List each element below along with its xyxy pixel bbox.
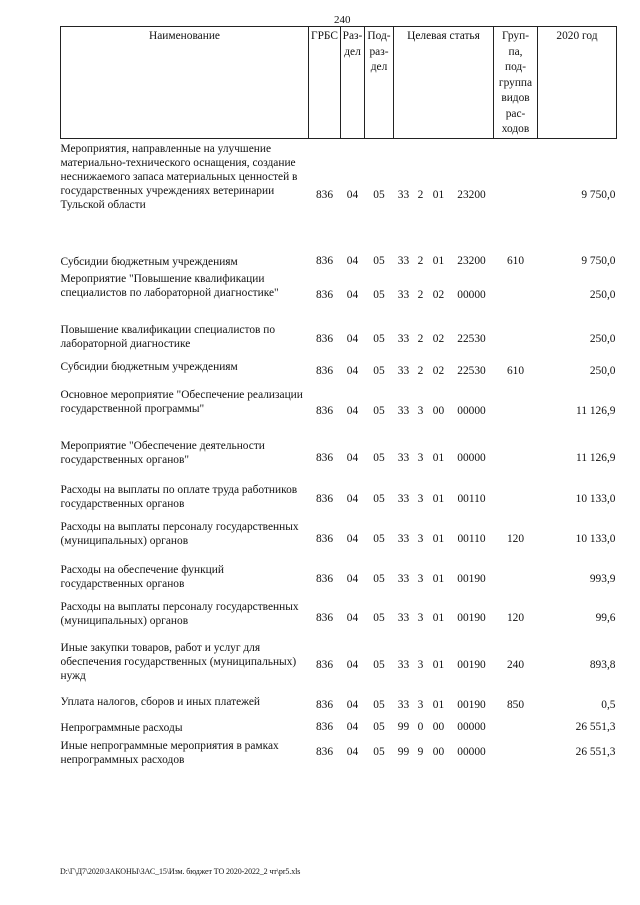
table-row xyxy=(61,638,617,692)
row-podrazdel: 05 xyxy=(373,532,385,545)
row-target-direction: 00190 xyxy=(457,659,486,671)
row-amount-2020: 11 126,9 xyxy=(576,452,616,464)
row-expense-type: 850 xyxy=(506,699,525,711)
row-podrazdel: 05 xyxy=(373,572,385,585)
row-target-subprogram: 3 xyxy=(417,492,424,505)
row-podrazdel: 05 xyxy=(373,332,385,345)
row-amount-2020: 26 551,3 xyxy=(575,746,616,758)
row-target-direction: 00190 xyxy=(457,611,486,624)
row-razdel: 04 xyxy=(346,404,359,417)
row-expense-type xyxy=(494,385,538,436)
row-target-event: 01 xyxy=(432,532,445,545)
row-expense-type xyxy=(494,320,538,357)
row-grbs: 836 xyxy=(315,492,334,505)
header-expense-group xyxy=(494,27,538,139)
row-name: Расходы на выплаты персоналу государственных (муниципальных) органов xyxy=(60,521,299,547)
row-target-subprogram: 2 xyxy=(417,189,424,202)
row-grbs: 836 xyxy=(315,404,334,417)
row-target-program: 33 xyxy=(397,254,410,267)
row-target-direction: 00000 xyxy=(457,721,486,733)
table-row xyxy=(61,269,617,320)
row-podrazdel: 05 xyxy=(373,721,385,733)
row-name: Иные закупки товаров, работ и услуг для обеспечения государственных (муниципальных) нужд xyxy=(60,642,297,682)
row-name: Мероприятие "Повышение квалификации специалистов по лабораторной диагностике" xyxy=(60,273,279,299)
row-expense-type: 120 xyxy=(506,532,525,545)
row-grbs: 836 xyxy=(315,288,334,301)
table-row xyxy=(61,320,617,357)
table-row xyxy=(61,252,617,269)
row-amount-2020: 11 126,9 xyxy=(576,404,616,417)
row-grbs: 836 xyxy=(315,365,334,377)
row-target-program: 33 xyxy=(397,699,410,711)
row-target-program: 33 xyxy=(397,452,410,464)
row-target-subprogram: 0 xyxy=(417,721,424,733)
row-podrazdel: 05 xyxy=(373,452,385,464)
row-grbs: 836 xyxy=(315,572,334,585)
row-target-program: 33 xyxy=(397,288,410,301)
row-expense-type: 120 xyxy=(506,611,525,624)
row-razdel: 04 xyxy=(346,746,359,758)
row-target-subprogram: 3 xyxy=(417,572,424,585)
row-target-subprogram: 9 xyxy=(417,746,424,758)
row-podrazdel: 05 xyxy=(373,365,385,377)
row-expense-type: 240 xyxy=(506,659,525,671)
row-target-event: 01 xyxy=(432,699,445,711)
row-target-direction: 00000 xyxy=(457,746,486,758)
header-group-line: па, xyxy=(508,45,523,58)
row-podrazdel: 05 xyxy=(373,254,385,267)
row-expense-type xyxy=(494,436,538,480)
row-razdel: 04 xyxy=(346,699,359,711)
table-row xyxy=(61,138,617,252)
row-target-direction: 22530 xyxy=(457,365,486,377)
header-podrazdel-line: Под- xyxy=(367,30,391,42)
table-row xyxy=(61,357,617,385)
table-row xyxy=(61,436,617,480)
row-target-subprogram: 2 xyxy=(417,365,424,377)
row-name: Иные непрограммные мероприятия в рамках непрограммных расходов xyxy=(60,740,279,766)
table-body xyxy=(61,138,617,768)
row-amount-2020: 9 750,0 xyxy=(581,254,616,267)
table-row xyxy=(61,480,617,517)
row-amount-2020: 9 750,0 xyxy=(581,189,616,202)
row-razdel: 04 xyxy=(346,365,359,377)
header-group-line: видов xyxy=(501,92,530,104)
table-row xyxy=(61,385,617,436)
row-grbs: 836 xyxy=(315,699,334,711)
row-target-program: 99 xyxy=(397,746,410,758)
row-target-program: 33 xyxy=(397,404,410,417)
row-podrazdel: 05 xyxy=(373,699,385,711)
row-podrazdel: 05 xyxy=(373,611,385,624)
row-razdel: 04 xyxy=(346,572,359,585)
row-expense-type: 610 xyxy=(506,365,525,377)
row-amount-2020: 26 551,3 xyxy=(575,721,616,733)
row-amount-2020: 893,8 xyxy=(589,659,616,671)
row-target-event: 00 xyxy=(432,721,445,733)
row-podrazdel: 05 xyxy=(373,189,385,202)
row-podrazdel: 05 xyxy=(373,288,385,301)
row-razdel: 04 xyxy=(346,254,359,267)
row-amount-2020: 10 133,0 xyxy=(575,492,616,505)
header-podrazdel xyxy=(365,27,394,139)
table-row xyxy=(61,560,617,597)
row-target-event: 01 xyxy=(432,452,445,464)
header-group-line: под- xyxy=(504,61,527,73)
header-grbs: ГРБС xyxy=(309,27,341,139)
row-name: Субсидии бюджетным учреждениям xyxy=(60,361,238,373)
row-grbs: 836 xyxy=(315,254,334,267)
row-target-event: 02 xyxy=(432,288,445,301)
row-grbs: 836 xyxy=(315,532,334,545)
header-razdel-line: Раз- xyxy=(342,30,363,42)
header-razdel xyxy=(341,27,365,139)
row-target-event: 01 xyxy=(432,611,445,624)
row-target-event: 02 xyxy=(432,332,445,345)
row-target-event: 02 xyxy=(432,365,445,377)
row-name: Расходы на выплаты по оплате труда работников государственных органов xyxy=(60,484,298,510)
table-row xyxy=(61,736,617,768)
row-grbs: 836 xyxy=(315,746,334,758)
row-target-program: 33 xyxy=(397,492,410,505)
row-expense-type: 610 xyxy=(506,254,525,267)
row-target-event: 01 xyxy=(432,492,445,505)
row-target-program: 33 xyxy=(397,659,410,671)
header-year-2020: 2020 год xyxy=(538,27,617,139)
row-target-event: 01 xyxy=(432,254,445,267)
row-amount-2020: 0,5 xyxy=(601,699,616,711)
row-expense-type xyxy=(494,138,538,252)
row-razdel: 04 xyxy=(346,288,359,301)
row-amount-2020: 250,0 xyxy=(589,332,616,345)
header-group-line: Груп- xyxy=(502,30,529,42)
row-target-program: 33 xyxy=(397,332,410,345)
row-amount-2020: 99,6 xyxy=(595,611,616,624)
budget-table xyxy=(60,26,617,768)
row-name: Субсидии бюджетным учреждениям xyxy=(60,256,238,268)
header-podrazdel-line: раз- xyxy=(369,45,389,58)
row-target-direction: 00110 xyxy=(457,492,486,505)
row-amount-2020: 250,0 xyxy=(589,288,616,301)
row-podrazdel: 05 xyxy=(373,659,385,671)
row-target-direction: 23200 xyxy=(457,189,486,202)
table-row xyxy=(61,597,617,638)
row-razdel: 04 xyxy=(346,452,359,464)
table-row xyxy=(61,517,617,560)
row-target-event: 01 xyxy=(432,572,445,585)
row-name: Расходы на выплаты персоналу государственных (муниципальных) органов xyxy=(60,601,299,627)
row-name: Непрограммные расходы xyxy=(60,722,183,734)
row-target-event: 01 xyxy=(432,659,445,671)
row-target-direction: 00000 xyxy=(457,288,486,301)
row-target-subprogram: 3 xyxy=(417,659,424,671)
header-group-line: ходов xyxy=(501,123,530,135)
row-target-subprogram: 2 xyxy=(417,254,424,267)
row-expense-type xyxy=(494,718,538,736)
row-target-direction: 00190 xyxy=(457,699,486,711)
row-amount-2020: 250,0 xyxy=(589,365,616,377)
row-razdel: 04 xyxy=(346,492,359,505)
row-target-subprogram: 3 xyxy=(417,452,424,464)
row-target-subprogram: 3 xyxy=(417,699,424,711)
row-target-direction: 00110 xyxy=(457,532,486,545)
row-target-program: 33 xyxy=(397,611,410,624)
row-name: Мероприятия, направленные на улучшение материально-технического оснащения, создание неснижаемого запаса материальных ценностей в государственных учреждениях ветеринарии Тульской области xyxy=(60,142,298,211)
row-grbs: 836 xyxy=(315,452,334,464)
header-razdel-line: дел xyxy=(344,45,361,58)
row-name: Расходы на обеспечение функций государственных органов xyxy=(60,564,224,590)
header-target-article: Целевая статья xyxy=(394,27,494,139)
header-group-line: группа xyxy=(498,76,533,89)
row-target-program: 33 xyxy=(397,365,410,377)
row-target-direction: 23200 xyxy=(457,254,486,267)
table-row xyxy=(61,718,617,736)
row-target-event: 01 xyxy=(432,189,445,202)
row-name: Основное мероприятие "Обеспечение реализации государственной программы" xyxy=(60,389,303,415)
row-name: Мероприятие "Обеспечение деятельности государственных органов" xyxy=(60,440,265,466)
header-podrazdel-line: дел xyxy=(370,61,388,73)
row-target-program: 33 xyxy=(397,572,410,585)
row-grbs: 836 xyxy=(315,721,334,733)
row-amount-2020: 10 133,0 xyxy=(575,532,616,545)
row-expense-type xyxy=(494,560,538,597)
row-target-event: 00 xyxy=(432,404,445,417)
row-razdel: 04 xyxy=(346,532,359,545)
header-group-line: рас- xyxy=(505,107,526,120)
row-podrazdel: 05 xyxy=(373,492,385,505)
row-target-subprogram: 3 xyxy=(417,532,424,545)
row-grbs: 836 xyxy=(315,332,334,345)
row-target-direction: 00000 xyxy=(457,452,486,464)
row-target-direction: 00000 xyxy=(457,404,486,417)
row-target-program: 33 xyxy=(397,532,410,545)
table-header-row xyxy=(61,27,617,139)
row-razdel: 04 xyxy=(346,721,359,733)
footer-file-path: D:\Г\Д7\2020\ЗАКОНЫ\ЗАС_15\Изм. бюджет ТО 2020-2022_2 чт\pr5.xls xyxy=(60,867,301,876)
row-razdel: 04 xyxy=(346,189,359,202)
row-target-direction: 00190 xyxy=(457,572,486,585)
row-expense-type xyxy=(494,736,538,768)
header-name: Наименование xyxy=(61,27,309,139)
row-target-program: 99 xyxy=(397,721,410,733)
row-target-event: 00 xyxy=(432,746,445,758)
row-expense-type xyxy=(494,480,538,517)
row-grbs: 836 xyxy=(315,189,334,202)
page-number: 240 xyxy=(334,14,351,26)
row-name: Уплата налогов, сборов и иных платежей xyxy=(60,696,260,708)
row-expense-type xyxy=(494,269,538,320)
row-target-subprogram: 2 xyxy=(417,332,424,345)
row-amount-2020: 993,9 xyxy=(589,572,616,585)
row-podrazdel: 05 xyxy=(373,746,385,758)
row-razdel: 04 xyxy=(346,332,359,345)
row-podrazdel: 05 xyxy=(373,404,385,417)
row-grbs: 836 xyxy=(315,611,334,624)
row-grbs: 836 xyxy=(315,659,334,671)
row-target-subprogram: 3 xyxy=(417,611,424,624)
row-target-program: 33 xyxy=(397,189,410,202)
row-target-direction: 22530 xyxy=(457,332,486,345)
row-razdel: 04 xyxy=(346,611,359,624)
row-target-subprogram: 2 xyxy=(417,288,424,301)
row-name: Повышение квалификации специалистов по лабораторной диагностике xyxy=(60,324,276,350)
row-razdel: 04 xyxy=(346,659,359,671)
table-row xyxy=(61,692,617,718)
row-target-subprogram: 3 xyxy=(417,404,424,417)
